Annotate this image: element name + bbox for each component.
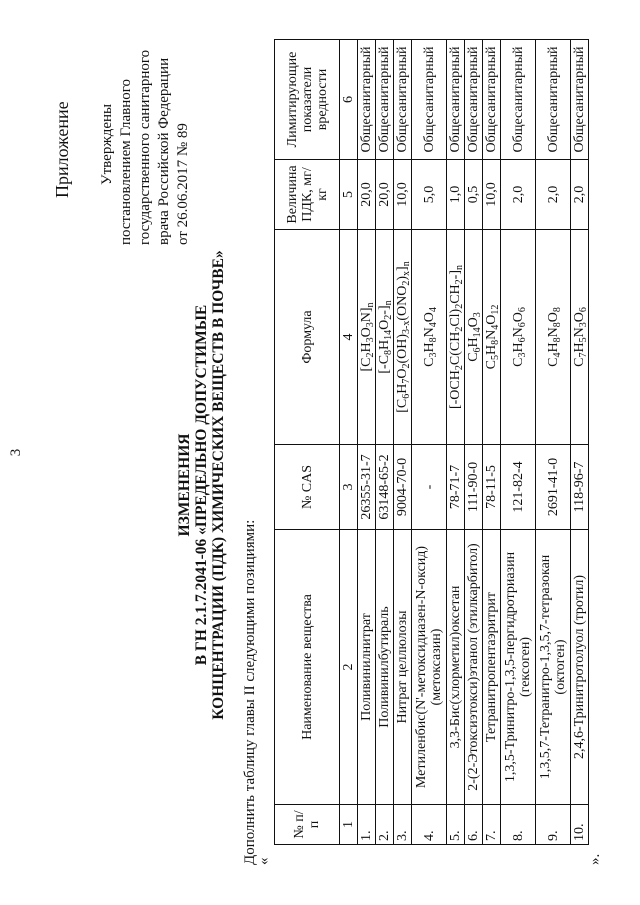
pdk-value-cell: 20,0: [358, 160, 376, 230]
row-number-cell: 6.: [465, 805, 483, 845]
table-body: [340, 40, 589, 845]
pdk-value-cell: 1,0: [447, 160, 465, 230]
header-cell: Лимитирующие показатели вредности: [275, 40, 340, 160]
header-cell: № п/п: [275, 805, 340, 845]
column-number: 5: [340, 160, 358, 230]
substance-name-cell: Нитрат целлюлозы: [394, 530, 412, 805]
cas-number-cell: 121-82-4: [501, 445, 536, 530]
formula-cell: $[C_6H_7O_2(OH)_{3-x}(ONO_2)_x]_n$: [394, 230, 412, 445]
table-header-row: [275, 40, 340, 845]
cas-number-cell: 26355-31-7: [358, 445, 376, 530]
formula-cell: $[-C_8H_{14}O_2-]_n$: [376, 230, 394, 445]
approval-line: врача Российской Федерации: [156, 57, 172, 245]
approval-line: государственного санитарного: [137, 49, 153, 245]
document-title: [176, 185, 227, 785]
pdk-value-cell: 20,0: [376, 160, 394, 230]
title-line: ИЗМЕНЕНИЯ: [176, 433, 193, 537]
substance-name-cell: 2-(2-Этоксиэтокси)этанол (этилкарбитол): [465, 530, 483, 805]
substance-name-cell: 3,3-Бис(хлорметил)оксетан: [447, 530, 465, 805]
pdk-value-cell: 2,0: [501, 160, 536, 230]
row-number-cell: 2.: [376, 805, 394, 845]
table-row: [394, 40, 412, 845]
substance-name-cell: 2,4,6-Тринитротолуол (тротил): [571, 530, 589, 805]
table-row: [376, 40, 394, 845]
pdk-value-cell: 10,0: [394, 160, 412, 230]
row-number-cell: 10.: [571, 805, 589, 845]
row-number-cell: 4.: [412, 805, 447, 845]
formula-cell: $C_5H_8N_4O_{12}$: [483, 230, 501, 445]
substance-name-cell: Поливинилнитрат: [358, 530, 376, 805]
row-number-cell: 9.: [536, 805, 571, 845]
row-number-cell: 1.: [358, 805, 376, 845]
column-number: 1: [340, 805, 358, 845]
cas-number-cell: 63148-65-2: [376, 445, 394, 530]
pdk-value-cell: 10,0: [483, 160, 501, 230]
cas-number-cell: -: [412, 445, 447, 530]
open-quote: «: [256, 857, 272, 865]
close-quote: ».: [587, 853, 603, 865]
header-cell: Наименование вещества: [275, 530, 340, 805]
formula-cell: $[C_2H_3O_3N]_n$: [358, 230, 376, 445]
cas-number-cell: 111-90-0: [465, 445, 483, 530]
limiting-indicator-cell: Общесанитарный: [536, 40, 571, 160]
approval-line: от 26.06.2017 № 89: [175, 123, 191, 245]
column-number: 3: [340, 445, 358, 530]
substance-name-cell: 1,3,5,7-Тетранитро-1,3,5,7-тетразокан (октоген): [536, 530, 571, 805]
row-number-cell: 5.: [447, 805, 465, 845]
table-row: [536, 40, 571, 845]
row-number-cell: 3.: [394, 805, 412, 845]
formula-cell: $C_6H_{14}O_3$: [465, 230, 483, 445]
formula-cell: $C_3H_6N_6O_6$: [501, 230, 536, 445]
limiting-indicator-cell: Общесанитарный: [394, 40, 412, 160]
limiting-indicator-cell: Общесанитарный: [358, 40, 376, 160]
intro-text: Дополнить таблицу главы II следующими позициями:: [242, 519, 258, 865]
header-cell: Формула: [275, 230, 340, 445]
column-number: 2: [340, 530, 358, 805]
cas-number-cell: 118-96-7: [571, 445, 589, 530]
cas-number-cell: 78-11-5: [483, 445, 501, 530]
formula-cell: $C_3H_8N_4O_4$: [412, 230, 447, 445]
substance-name-cell: 1,3,5-Тринитро-1,3,5-пергидротриазин (гексоген): [501, 530, 536, 805]
cas-number-cell: 9004-70-0: [394, 445, 412, 530]
table-row: [412, 40, 447, 845]
limiting-indicator-cell: Общесанитарный: [571, 40, 589, 160]
table-row: [358, 40, 376, 845]
page-number: 3: [8, 448, 24, 457]
substances-table: [274, 39, 589, 845]
row-number-cell: 8.: [501, 805, 536, 845]
column-number-row: [340, 40, 358, 845]
substance-name-cell: Тетранитропентаэритрит: [483, 530, 501, 805]
appendix-label: Приложение: [52, 101, 72, 198]
column-number: 6: [340, 40, 358, 160]
approval-heading: Утверждены: [99, 103, 115, 185]
limiting-indicator-cell: Общесанитарный: [465, 40, 483, 160]
table-row: [571, 40, 589, 845]
limiting-indicator-cell: Общесанитарный: [501, 40, 536, 160]
pdk-value-cell: 2,0: [536, 160, 571, 230]
header-cell: № CAS: [275, 445, 340, 530]
table-row: [501, 40, 536, 845]
formula-cell: $C_4H_8N_8O_8$: [536, 230, 571, 445]
formula-cell: $[-OCH_2C(CH_2Cl)_2CH_2-]_n$: [447, 230, 465, 445]
limiting-indicator-cell: Общесанитарный: [447, 40, 465, 160]
approval-line: постановлением Главного: [118, 78, 134, 245]
substance-name-cell: Метиленбис(N'-метоксидиазен-N-оксид) (метоксазин): [412, 530, 447, 805]
pdk-value-cell: 0,5: [465, 160, 483, 230]
cas-number-cell: 78-71-7: [447, 445, 465, 530]
table-row: [465, 40, 483, 845]
column-number: 4: [340, 230, 358, 445]
header-cell: Величина ПДК, мг/кг: [275, 160, 340, 230]
table-row: [447, 40, 465, 845]
limiting-indicator-cell: Общесанитарный: [483, 40, 501, 160]
title-line: В ГН 2.1.7.2041-06 «ПРЕДЕЛЬНО ДОПУСТИМЫЕ: [193, 304, 210, 666]
row-number-cell: 7.: [483, 805, 501, 845]
cas-number-cell: 2691-41-0: [536, 445, 571, 530]
pdk-value-cell: 2,0: [571, 160, 589, 230]
table-row: [483, 40, 501, 845]
pdk-value-cell: 5,0: [412, 160, 447, 230]
formula-cell: $C_7H_5N_3O_6$: [571, 230, 589, 445]
substance-name-cell: Поливинилбутираль: [376, 530, 394, 805]
limiting-indicator-cell: Общесанитарный: [376, 40, 394, 160]
title-line: КОНЦЕНТРАЦИИ (ПДК) ХИМИЧЕСКИХ ВЕЩЕСТВ В ПОЧВЕ»: [210, 250, 227, 720]
limiting-indicator-cell: Общесанитарный: [412, 40, 447, 160]
